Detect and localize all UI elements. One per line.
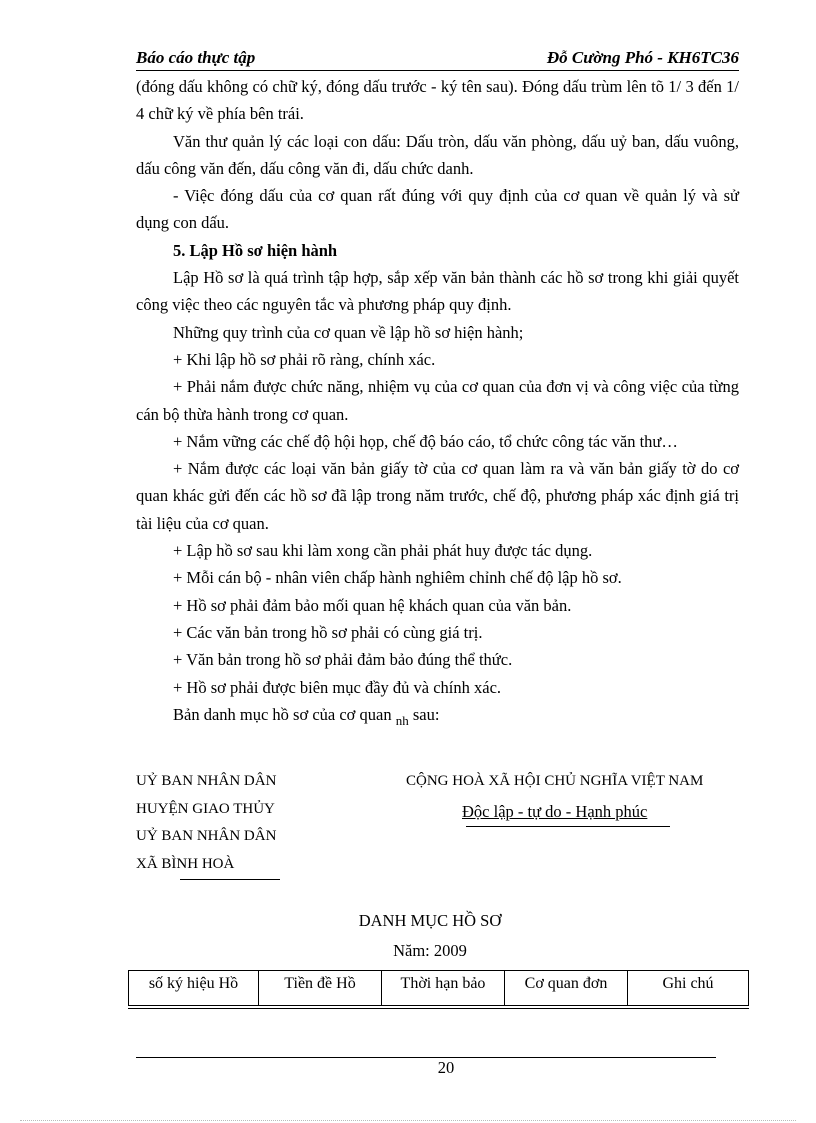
intro-small-text: nh xyxy=(395,712,409,728)
motto-underline xyxy=(466,826,670,827)
intro-text-end: sau: xyxy=(412,704,440,724)
left-org-line-1: UỶ BAN NHÂN DÂN xyxy=(136,773,277,789)
left-org-underline xyxy=(180,879,280,880)
intro-line xyxy=(136,701,739,729)
body-text xyxy=(136,73,739,729)
list-item: + Lập hồ sơ sau khi làm xong cần phải phát huy được tác dụng. xyxy=(173,541,593,561)
document-year: Năm: 2009 xyxy=(393,941,467,960)
national-motto: Độc lập - tự do - Hạnh phúc xyxy=(462,802,648,821)
header-author: Đỗ Cường Phó - KH6TC36 xyxy=(546,48,739,67)
paragraph: - Việc đóng dấu của cơ quan rất đúng với quy định của cơ quan về quản lý và sử dụng con dấu. xyxy=(136,186,739,233)
list-item: + Nắm vững các chế độ hội họp, chế độ báo cáo, tổ chức công tác văn thư… xyxy=(173,431,678,451)
table-header-cell: Cơ quan đơn xyxy=(505,971,628,1006)
left-org-line-3: UỶ BAN NHÂN DÂN xyxy=(136,828,277,844)
list-item: + Văn bản trong hồ sơ phải đảm bảo đúng thể thức. xyxy=(173,650,513,670)
list-item: + Nắm được các loại văn bản giấy tờ của cơ quan làm ra và văn bản giấy tờ do cơ quan khác gửi đến các hồ sơ đã lập trong năm trước, chế độ, phương pháp xác định giá trị tài liệu của cơ quan. xyxy=(136,459,739,533)
header-report-title: Báo cáo thực tập xyxy=(136,48,256,67)
list-item: + Hồ sơ phải được biên mục đầy đủ và chính xác. xyxy=(173,677,502,697)
paragraph: Văn thư quản lý các loại con dấu: Dấu tròn, dấu văn phòng, dấu uỷ ban, dấu vuông, dấu công văn đến, dấu công văn đi, dấu chức danh. xyxy=(136,131,739,178)
document-title: DANH MỤC HỒ SƠ xyxy=(358,911,502,930)
paragraph: (đóng dấu không có chữ ký, đóng dấu trước - ký tên sau). Đóng dấu trùm lên tõ 1/ 3 đến 1/ 4 chữ ký về phía bên trái. xyxy=(136,77,739,124)
list-item: + Các văn bản trong hồ sơ phải có cùng giá trị. xyxy=(173,622,483,642)
table-header-cell: Thời hạn bảo xyxy=(382,971,505,1006)
table-header-cell: Tiền đề Hồ xyxy=(259,971,382,1006)
country-name: CỘNG HOÀ XÃ HỘI CHỦ NGHĨA VIỆT NAM xyxy=(406,773,704,789)
page-edge xyxy=(20,1120,796,1121)
table-bottom-border xyxy=(128,970,749,1009)
table-header-cell: Ghi chú xyxy=(628,971,749,1006)
page-header xyxy=(136,46,739,71)
section-heading: 5. Lập Hồ sơ hiện hành xyxy=(173,240,338,260)
left-org-line-2: HUYỆN GIAO THỦY xyxy=(136,801,275,817)
list-item: + Phải nắm được chức năng, nhiệm vụ của cơ quan của đơn vị và công việc của từng cán bộ thừa hành trong cơ quan. xyxy=(136,377,739,424)
paragraph: Những quy trình của cơ quan về lập hồ sơ hiện hành; xyxy=(173,322,524,342)
intro-text: Bản danh mục hồ sơ của cơ quan xyxy=(173,704,392,724)
page-number: 20 xyxy=(437,1058,455,1077)
table-header-cell: số ký hiệu Hồ xyxy=(129,971,259,1006)
left-org-line-4: XÃ BÌNH HOÀ xyxy=(136,856,235,872)
list-item: + Khi lập hồ sơ phải rõ ràng, chính xác. xyxy=(173,349,436,369)
list-item: + Hồ sơ phải đảm bảo mối quan hệ khách quan của văn bản. xyxy=(173,595,572,615)
paragraph: Lập Hồ sơ là quá trình tập hợp, sắp xếp văn bản thành các hồ sơ trong khi giải quyết công việc theo các nguyên tắc và phương pháp quy định. xyxy=(136,268,739,315)
list-item: + Mỗi cán bộ - nhân viên chấp hành nghiêm chỉnh chế độ lập hồ sơ. xyxy=(173,568,622,588)
